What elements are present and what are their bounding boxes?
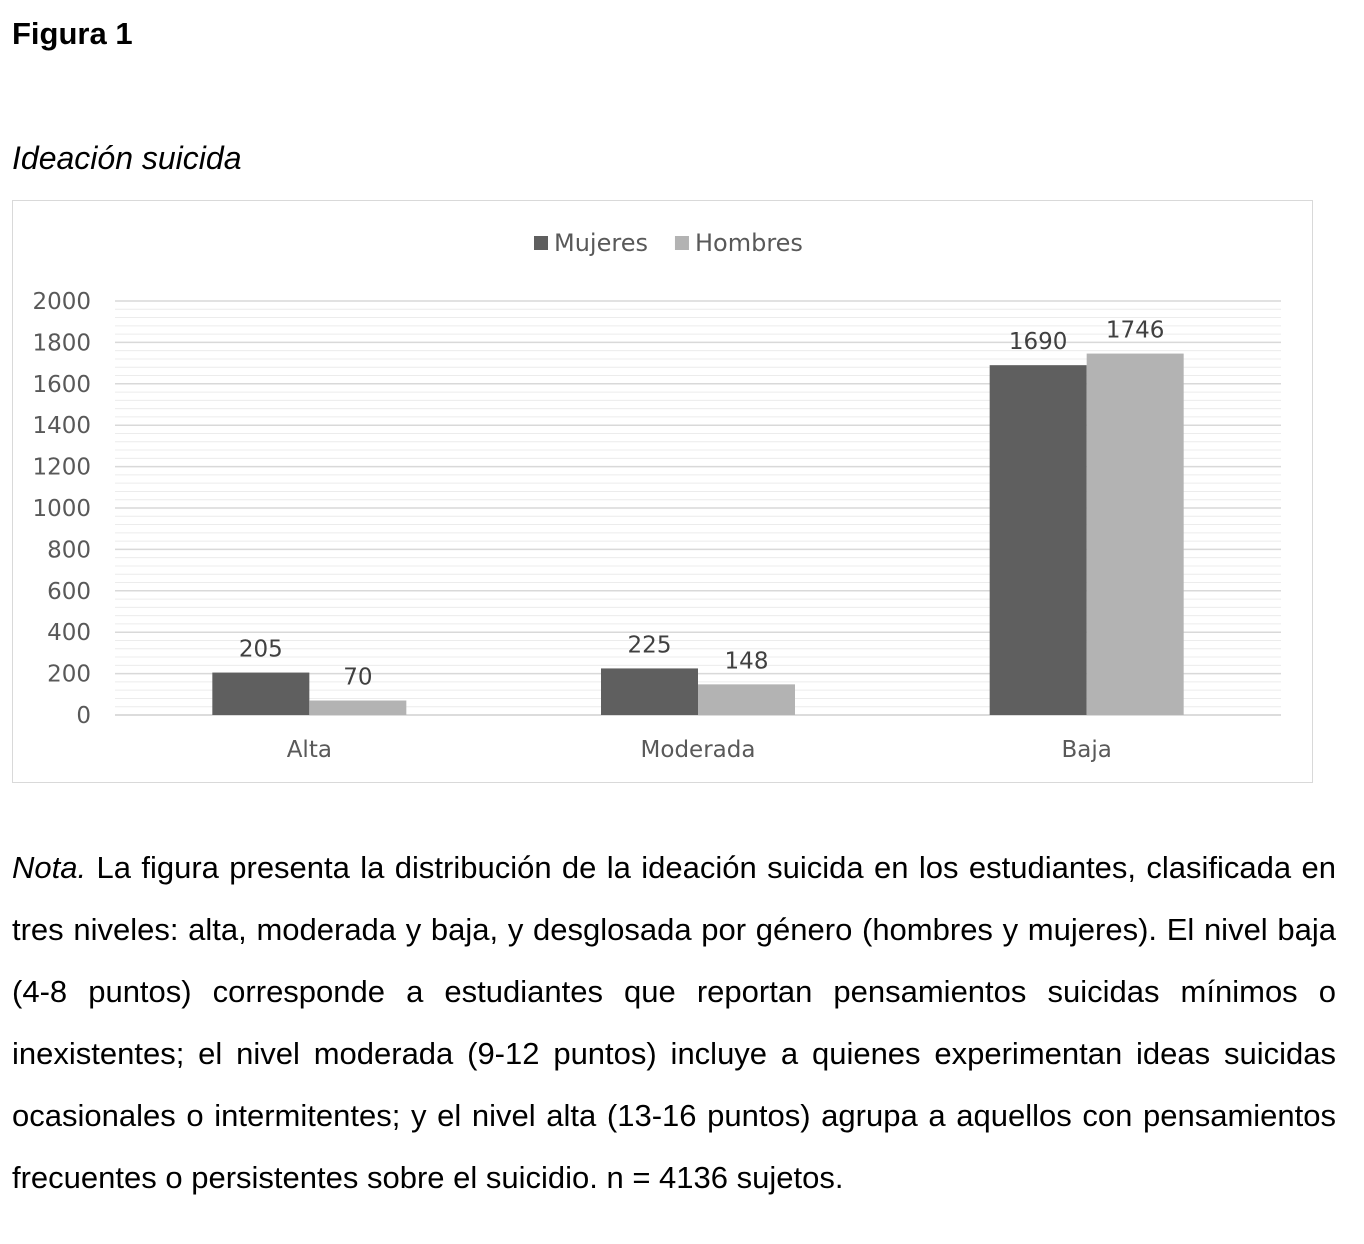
bar-mujeres-baja xyxy=(990,365,1087,715)
y-tick-label: 600 xyxy=(47,578,91,605)
y-tick-label: 1000 xyxy=(32,496,91,522)
chart-frame xyxy=(12,200,1313,783)
figure-label: Figura 1 xyxy=(12,16,133,51)
y-tick-label: 2000 xyxy=(32,289,91,315)
data-label: 1746 xyxy=(1105,317,1165,344)
figure-title: Ideación suicida xyxy=(12,140,242,176)
x-tick-label: Moderada xyxy=(640,737,756,763)
y-tick-label: 0 xyxy=(76,703,91,729)
note-text: La figura presenta la distribución de la ideación suicida en los estudiantes, clasificada en tres niveles: alta, moderada y baja, y desglosada por género (hombres y mujeres). El nivel baja (4-8 puntos) corresponde a estudiantes que reportan pensamientos suicidas mínimos o inexistentes; el nivel moderada (9-12 puntos) incluye a quienes experimentan ideas suicidas ocasionales o intermitentes; y el nivel alta (13-16 puntos) agrupa a aquellos con pensamientos frecuentes o persistentes sobre el suicidio. n = 4136 sujetos. xyxy=(12,850,1336,1195)
bar-hombres-baja xyxy=(1087,354,1184,715)
data-label: 148 xyxy=(724,648,769,675)
bar-hombres-moderada xyxy=(698,684,795,715)
y-tick-label: 200 xyxy=(47,661,91,688)
legend-swatch-hombres xyxy=(675,236,689,250)
y-tick-label: 1600 xyxy=(32,371,91,398)
bar-hombres-alta xyxy=(309,701,406,715)
legend-label-mujeres: Mujeres xyxy=(554,229,648,257)
legend-swatch-mujeres xyxy=(534,236,548,250)
legend-label-hombres: Hombres xyxy=(694,229,803,257)
data-label: 205 xyxy=(238,636,283,663)
x-tick-label: Baja xyxy=(1061,737,1112,763)
y-tick-label: 1200 xyxy=(32,454,91,481)
y-tick-label: 1400 xyxy=(32,413,91,440)
bar-chart xyxy=(13,201,1314,784)
data-label: 1690 xyxy=(1008,329,1068,356)
y-tick-label: 800 xyxy=(47,537,91,564)
y-tick-label: 400 xyxy=(47,620,91,647)
note-prefix: Nota. xyxy=(12,850,87,885)
y-tick-label: 1800 xyxy=(32,330,91,357)
data-label: 70 xyxy=(343,664,373,691)
bar-mujeres-moderada xyxy=(601,668,698,715)
x-tick-label: Alta xyxy=(286,737,332,763)
data-label: 225 xyxy=(627,632,672,659)
figure-note xyxy=(12,837,1336,1209)
bar-mujeres-alta xyxy=(212,673,309,715)
